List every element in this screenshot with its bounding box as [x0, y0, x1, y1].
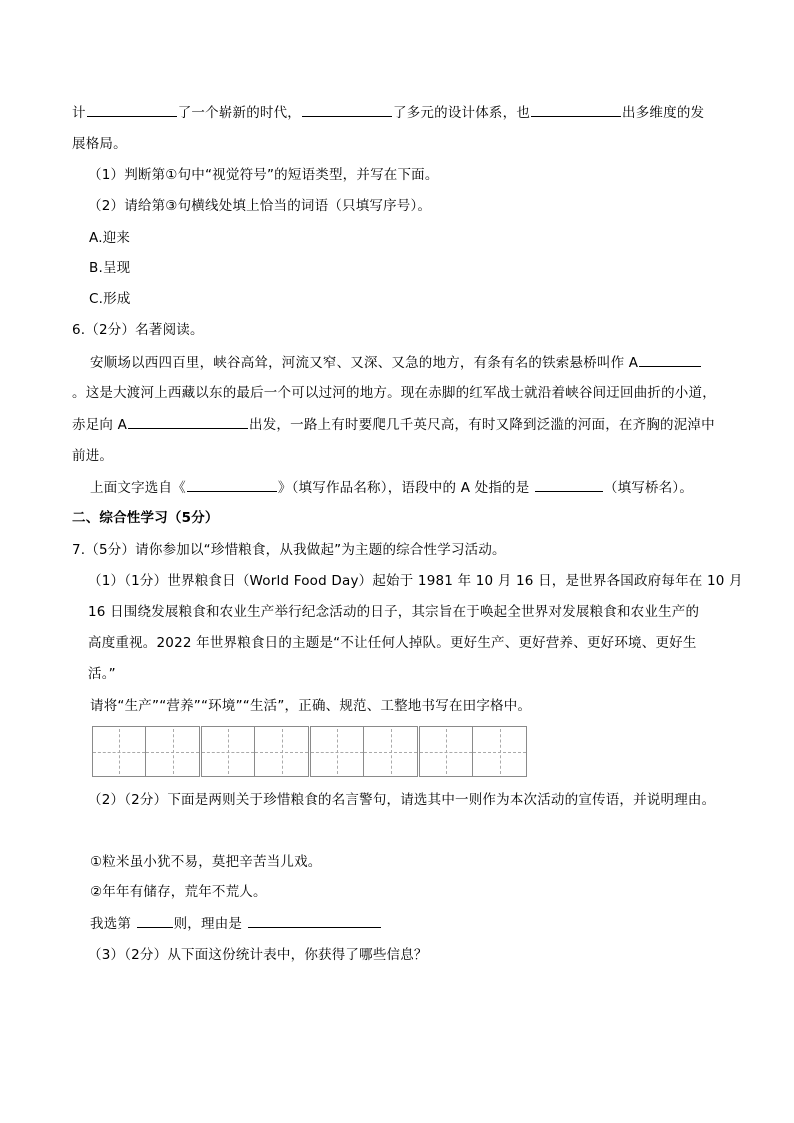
q7-sub2: （2）（2分）下面是两则关于珍惜粮食的名言警句，请选其中一则作为本次活动的宣传语，并说明理由。	[88, 792, 716, 808]
tianzige-grid	[92, 726, 527, 777]
grid-group-huanjing	[310, 726, 418, 777]
grid-cell[interactable]	[146, 727, 199, 776]
answer-blank-bridge-a[interactable]	[639, 352, 701, 367]
choice-text-a: 我选第	[90, 916, 136, 932]
option-b: B.呈现	[89, 260, 131, 276]
q6-question-text-c: （填写桥名）。	[603, 480, 694, 496]
q5-sub-question-1: （1）判断第①句中“视觉符号”的短语类型，并写在下面。	[88, 167, 439, 183]
answer-blank-book-title[interactable]	[187, 477, 277, 492]
section-title: 二、综合性学习（5分）	[72, 510, 219, 526]
grid-group-shenghuo	[419, 726, 527, 777]
q5-line1-text-c: 了多元的设计体系，也	[393, 105, 531, 121]
q6-question-text-b: 》（填写作品名称），语段中的 A 处指的是	[277, 480, 534, 496]
grid-cell[interactable]	[420, 727, 473, 776]
q7-header: 7.（5分）请你参加以“珍惜粮食，从我做起”为主题的综合性学习活动。	[72, 542, 506, 558]
q5-sub-question-2: （2）请给第③句横线处填上恰当的词语（只填写序号）。	[88, 198, 432, 214]
q6-para-text-1: 安顺场以西四百里，峡谷高耸，河流又窄、又深、又急的地方，有条有名的铁索悬桥叫作 A	[90, 355, 639, 371]
q7-sub3: （3）（2分）从下面这份统计表中，你获得了哪些信息？	[88, 947, 428, 963]
q6-para-line1	[90, 352, 702, 372]
q7-sub1-instruction: 请将“生产”“营养”“环境”“生活”，正确、规范、工整地书写在田字格中。	[90, 698, 532, 714]
answer-blank-bridge-name[interactable]	[535, 477, 603, 492]
grid-cell[interactable]	[93, 727, 146, 776]
q5-line1-text-d: 出多维度的发	[622, 105, 705, 121]
grid-cell[interactable]	[473, 727, 526, 776]
q7-sub1-line1: （1）（1分）世界粮食日（World Food Day）起始于 1981 年 10 月 16 日，是世界各国政府每年在 10 月	[88, 573, 743, 589]
q5-line2: 展格局。	[72, 136, 127, 152]
q6-para-text-3b: 出发，一路上有时要爬几千英尺高，有时又降到泛滥的河面，在齐胸的泥淖中	[249, 417, 715, 433]
q6-para-line4: 前进。	[72, 448, 114, 464]
q6-question	[90, 477, 693, 497]
q6-para-line3	[72, 414, 715, 434]
q5-line1-text-a: 计	[72, 105, 86, 121]
quote-2: ②年年有储存，荒年不荒人。	[90, 884, 267, 900]
choice-text-b: 则，理由是	[173, 916, 247, 932]
answer-blank-choice[interactable]	[137, 913, 173, 928]
answer-blank-3[interactable]	[531, 102, 621, 117]
grid-group-shengchan	[92, 726, 200, 777]
option-a: A.迎来	[89, 230, 131, 246]
answer-blank-bridge-a-2[interactable]	[128, 414, 248, 429]
q7-sub1-line3: 高度重视。2022 年世界粮食日的主题是“不让任何人掉队。更好生产、更好营养、更好环境、更好生	[88, 635, 697, 651]
q6-header: 6.（2分）名著阅读。	[72, 322, 204, 338]
answer-blank-1[interactable]	[87, 102, 177, 117]
option-c: C.形成	[89, 291, 131, 307]
quote-1: ①粒米虽小犹不易，莫把辛苦当儿戏。	[90, 854, 322, 870]
grid-cell[interactable]	[311, 727, 364, 776]
grid-cell[interactable]	[364, 727, 417, 776]
q6-question-text-a: 上面文字选自《	[90, 480, 186, 496]
q7-sub1-line2: 16 日围绕发展粮食和农业生产举行纪念活动的日子，其宗旨在于唤起全世界对发展粮食和农业生产的	[88, 604, 700, 620]
q5-line1	[72, 102, 704, 122]
answer-blank-2[interactable]	[302, 102, 392, 117]
q6-para-line2: 。这是大渡河上西藏以东的最后一个可以过河的地方。现在赤脚的红军战士就沿着峡谷间迂回曲折的小道，	[72, 385, 716, 401]
q7-sub1-line4: 活。”	[88, 666, 116, 682]
grid-cell[interactable]	[202, 727, 255, 776]
grid-cell[interactable]	[255, 727, 308, 776]
answer-blank-reason[interactable]	[248, 913, 381, 928]
q7-choice-line	[90, 913, 382, 933]
grid-group-yingyang	[201, 726, 309, 777]
q6-para-text-3a: 赤足向 A	[72, 417, 128, 433]
q5-line1-text-b: 了一个崭新的时代，	[177, 105, 302, 121]
